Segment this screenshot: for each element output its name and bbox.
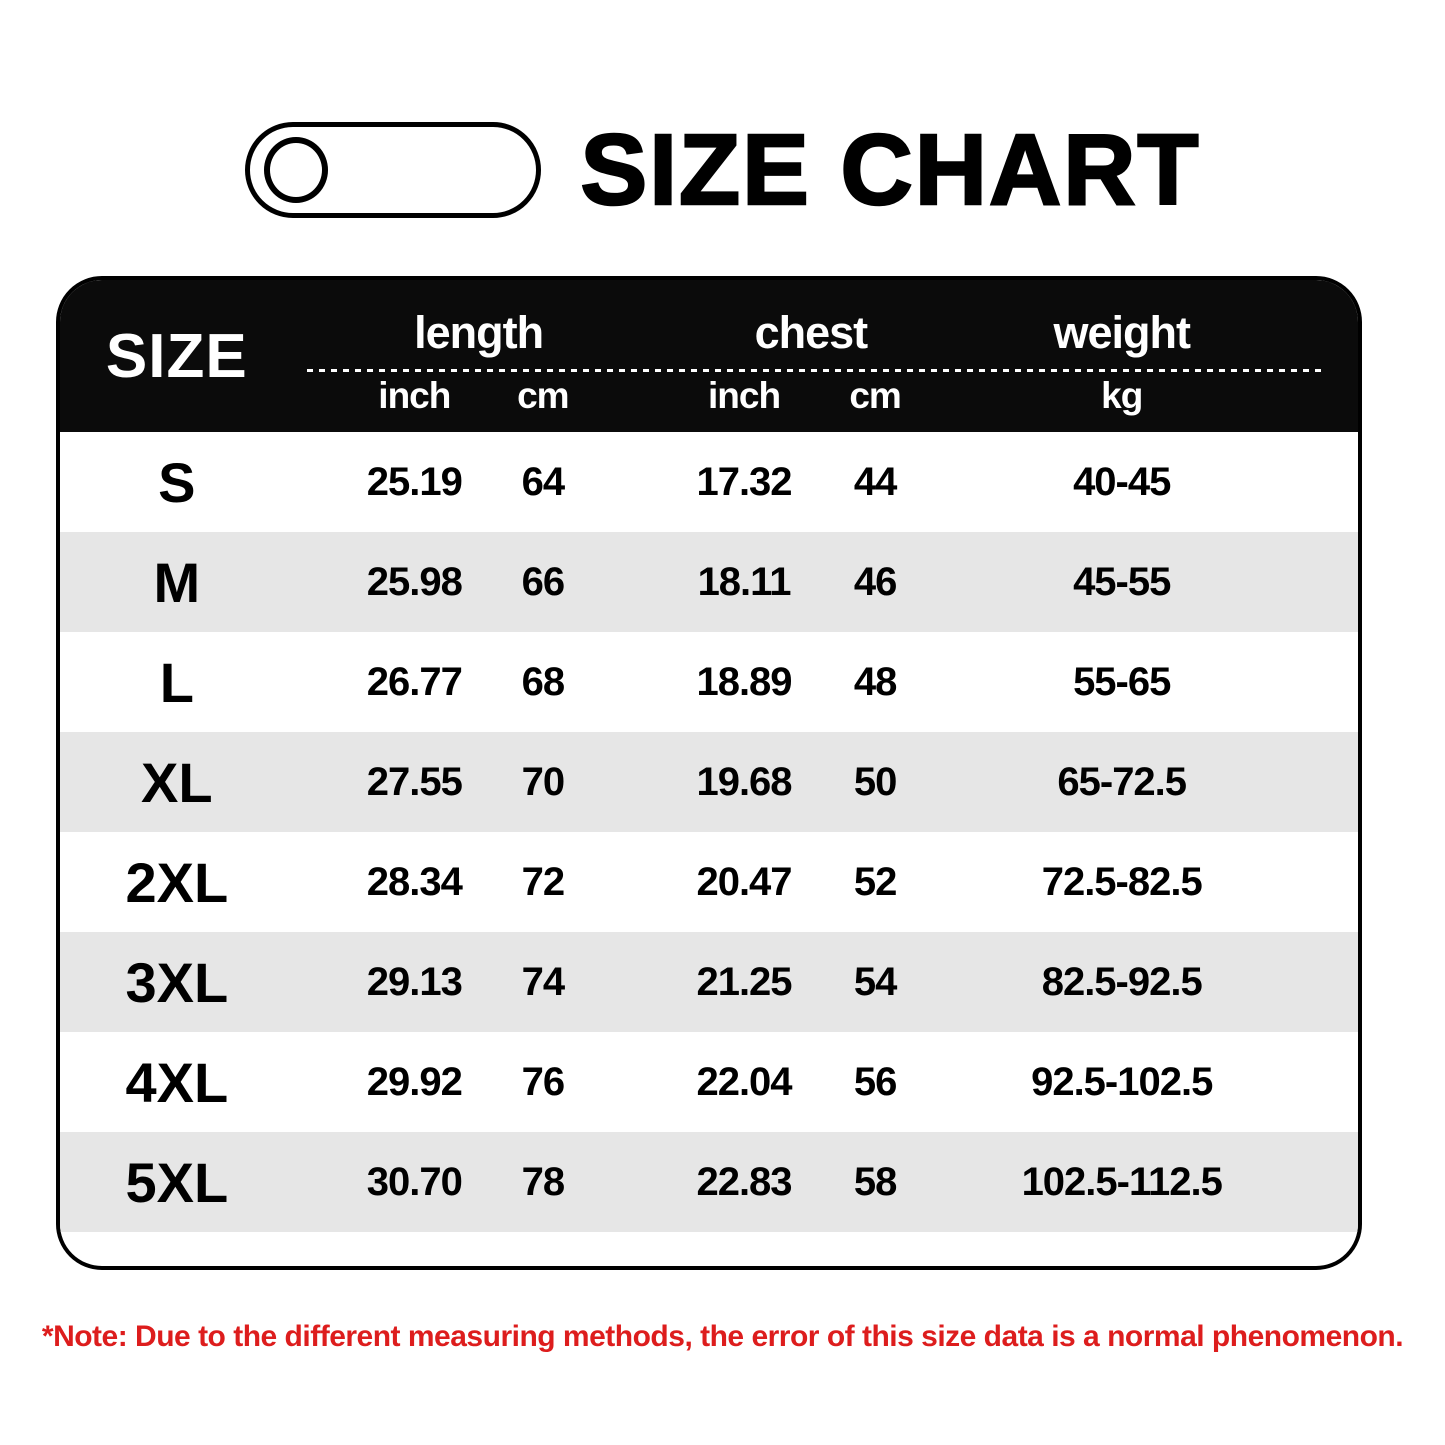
length-cm-cell: 64 <box>521 459 565 504</box>
length-inch-cell: 25.98 <box>366 559 462 604</box>
header-length: length <box>414 307 544 358</box>
table-header <box>60 280 1358 432</box>
page-title: SIZE CHART <box>580 114 1201 226</box>
length-inch-cell: 30.70 <box>366 1159 462 1204</box>
subheader-length-inch: inch <box>378 375 451 416</box>
table-body <box>60 432 1358 1232</box>
table-row <box>60 632 1358 732</box>
chest-inch-cell: 18.11 <box>697 559 791 604</box>
length-cm-cell: 78 <box>521 1159 565 1204</box>
length-cm-cell: 74 <box>521 959 565 1004</box>
length-inch-cell: 25.19 <box>366 459 462 504</box>
length-inch-cell: 26.77 <box>366 659 462 704</box>
length-inch-cell: 29.92 <box>366 1059 462 1104</box>
table-row <box>60 1032 1358 1132</box>
size-cell: 5XL <box>125 1150 229 1214</box>
length-cm-cell: 68 <box>521 659 565 704</box>
chest-cm-cell: 58 <box>853 1159 897 1204</box>
title-row <box>0 114 1445 226</box>
weight-kg-cell: 65-72.5 <box>1057 759 1187 804</box>
chest-inch-cell: 22.04 <box>696 1059 792 1104</box>
subheader-chest-cm: cm <box>849 375 901 416</box>
chest-cm-cell: 50 <box>853 759 897 804</box>
table-row <box>60 832 1358 932</box>
size-cell: M <box>153 550 201 614</box>
weight-kg-cell: 55-65 <box>1073 659 1171 704</box>
chest-cm-cell: 44 <box>853 459 897 504</box>
size-cell: 2XL <box>125 850 229 914</box>
chest-cm-cell: 54 <box>853 959 897 1004</box>
table-row <box>60 532 1358 632</box>
chest-inch-cell: 21.25 <box>696 959 792 1004</box>
length-cm-cell: 72 <box>521 859 565 904</box>
measurement-note: *Note: Due to the different measuring methods, the error of this size data is a normal phenomenon. <box>41 1320 1404 1353</box>
header-size: SIZE <box>105 321 248 391</box>
table-row <box>60 1132 1358 1232</box>
chest-inch-cell: 22.83 <box>696 1159 792 1204</box>
weight-kg-cell: 82.5-92.5 <box>1041 959 1202 1004</box>
table-row <box>60 732 1358 832</box>
length-inch-cell: 28.34 <box>366 859 462 904</box>
size-cell: 4XL <box>125 1050 229 1114</box>
subheader-chest-inch: inch <box>707 375 781 416</box>
chest-cm-cell: 48 <box>853 659 897 704</box>
subheader-length-cm: cm <box>517 375 569 416</box>
toggle-pill-icon <box>245 122 541 218</box>
weight-kg-cell: 102.5-112.5 <box>1021 1159 1222 1204</box>
size-cell: S <box>158 450 196 514</box>
header-weight: weight <box>1053 307 1190 358</box>
length-cm-cell: 70 <box>521 759 565 804</box>
subheader-weight-kg: kg <box>1101 375 1143 416</box>
chest-cm-cell: 56 <box>853 1059 897 1104</box>
weight-kg-cell: 45-55 <box>1073 559 1171 604</box>
table-row <box>60 932 1358 1032</box>
length-cm-cell: 66 <box>521 559 565 604</box>
size-cell: 3XL <box>125 950 229 1014</box>
length-inch-cell: 29.13 <box>366 959 462 1004</box>
chest-cm-cell: 52 <box>853 859 897 904</box>
size-chart-table <box>56 276 1362 1270</box>
size-cell: L <box>159 650 194 714</box>
chest-inch-cell: 17.32 <box>696 459 792 504</box>
chest-inch-cell: 18.89 <box>696 659 792 704</box>
length-cm-cell: 76 <box>521 1059 565 1104</box>
size-cell: XL <box>141 750 213 814</box>
header-dashed-divider <box>307 369 1327 372</box>
length-inch-cell: 27.55 <box>366 759 462 804</box>
chest-inch-cell: 19.68 <box>696 759 792 804</box>
chest-cm-cell: 46 <box>853 559 897 604</box>
table-row <box>60 432 1358 532</box>
weight-kg-cell: 72.5-82.5 <box>1041 859 1202 904</box>
toggle-knob-icon <box>264 137 328 203</box>
chest-inch-cell: 20.47 <box>696 859 792 904</box>
weight-kg-cell: 40-45 <box>1073 459 1171 504</box>
weight-kg-cell: 92.5-102.5 <box>1031 1059 1213 1104</box>
header-chest: chest <box>754 307 868 358</box>
